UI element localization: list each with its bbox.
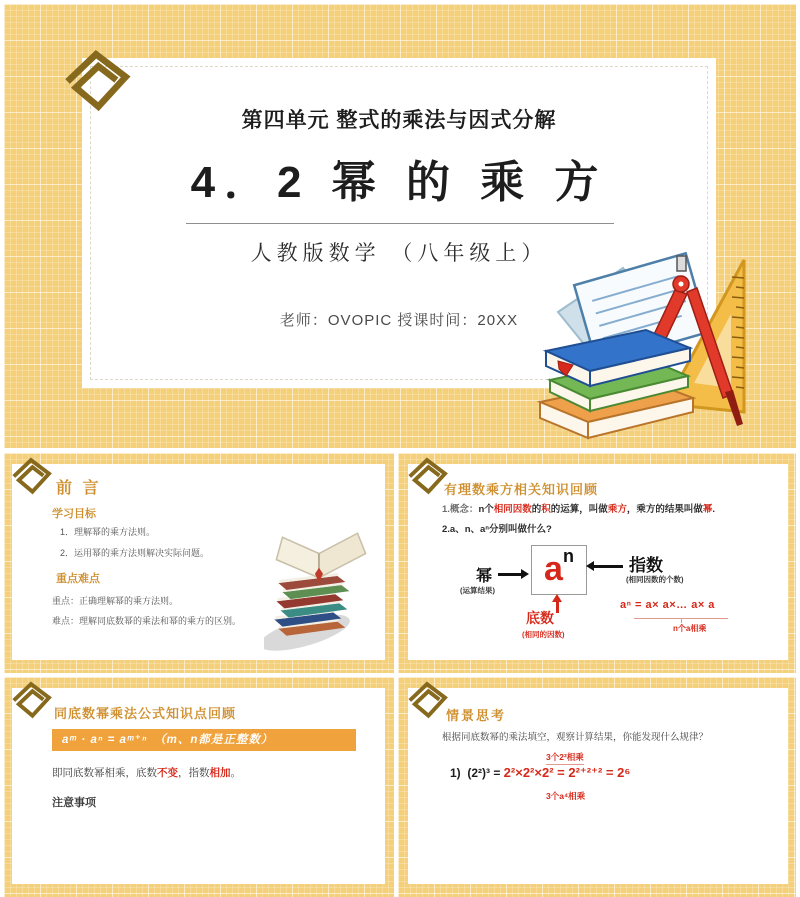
main-slide-preview[interactable] (4, 4, 796, 448)
expansion-formula: aⁿ = a× a×… a× a (620, 599, 715, 611)
page-title: 4．2 幂 的 乘 方 (190, 158, 608, 207)
key-points-heading: 重点难点 (56, 573, 100, 585)
paperclip-icon (8, 455, 54, 501)
times-label: 3个2²相乘 (546, 751, 584, 765)
times-label-cut: 3个a⁴相乘 (546, 791, 586, 801)
power-label: 幂 (476, 568, 493, 585)
unit-title: 第四单元 整式的乘法与因式分解 (241, 109, 557, 132)
subtitle: 人教版数学 （八年级上） (250, 242, 548, 265)
notes-heading-cut: 注意事项 (52, 797, 96, 809)
preface-title: 前 言 (56, 480, 102, 497)
base-label: 底数 (526, 610, 554, 626)
rule-line: 即同底数幂相乘，底数不变，指数相加。 (52, 767, 241, 779)
base-symbol: a (544, 550, 563, 588)
formula-recap-slide-preview[interactable] (4, 677, 394, 897)
arrow-right-icon (498, 573, 522, 576)
scenario-question: 根据同底数幂的乘法填空，观察计算结果，你能发现什么规律？ (442, 732, 709, 743)
paperclip-icon (404, 679, 450, 725)
expansion-note: n个a相乘 (673, 624, 707, 633)
base-note: (相同的因数) (522, 630, 565, 639)
question-line: 2.a、n、aⁿ分别叫做什么? (442, 524, 552, 535)
key-point: 重点：正确理解幂的乘方法则。 (52, 596, 179, 606)
preface-slide-preview[interactable] (4, 453, 394, 673)
formula-banner: aᵐ · aⁿ = aᵐ⁺ⁿ （m、n都是正整数） (52, 729, 356, 751)
goal-item: 2．运用幂的乘方法则解决实际问题。 (60, 548, 210, 558)
learning-goals-heading: 学习目标 (52, 508, 96, 520)
formula-recap-title: 同底数幂乘法公式知识点回顾 (54, 706, 237, 721)
power-expression-box (531, 545, 587, 595)
difficulty-point: 难点：理解同底数幂的乘法和幂的乘方的区别。 (52, 616, 242, 626)
title-divider (186, 223, 614, 224)
arrow-up-icon (556, 601, 559, 613)
arrow-left-icon (593, 565, 623, 568)
review-slide-preview[interactable] (398, 453, 796, 673)
power-note: (运算结果) (460, 586, 495, 595)
scenario-slide-preview[interactable] (398, 677, 796, 897)
exponent-note: (相同因数的个数) (626, 575, 684, 584)
books-compass-ruler-illustration (528, 250, 792, 446)
scenario-title: 情景思考 (446, 708, 507, 723)
concept-line: 1.概念：n个相同因数的积的运算，叫做乘方，乘方的结果叫做幂. (442, 504, 715, 515)
review-title: 有理数乘方相关知识回顾 (444, 482, 599, 497)
teacher-line: 老师：OVOPIC 授课时间：20XX (279, 312, 519, 329)
paperclip-icon (404, 455, 450, 501)
example-equation: 1) (2²)³ = 2²×2²×2² = 2²⁺²⁺² = 2⁶ (450, 765, 631, 780)
underbrace (634, 614, 728, 619)
goal-item: 1．理解幂的乘方法则。 (60, 527, 156, 537)
exponent-symbol: n (562, 546, 574, 566)
paperclip-icon (8, 679, 54, 725)
book-stack-photo-illustration (264, 515, 378, 657)
paperclip-icon (58, 46, 134, 122)
exponent-label: 指数 (629, 556, 663, 575)
